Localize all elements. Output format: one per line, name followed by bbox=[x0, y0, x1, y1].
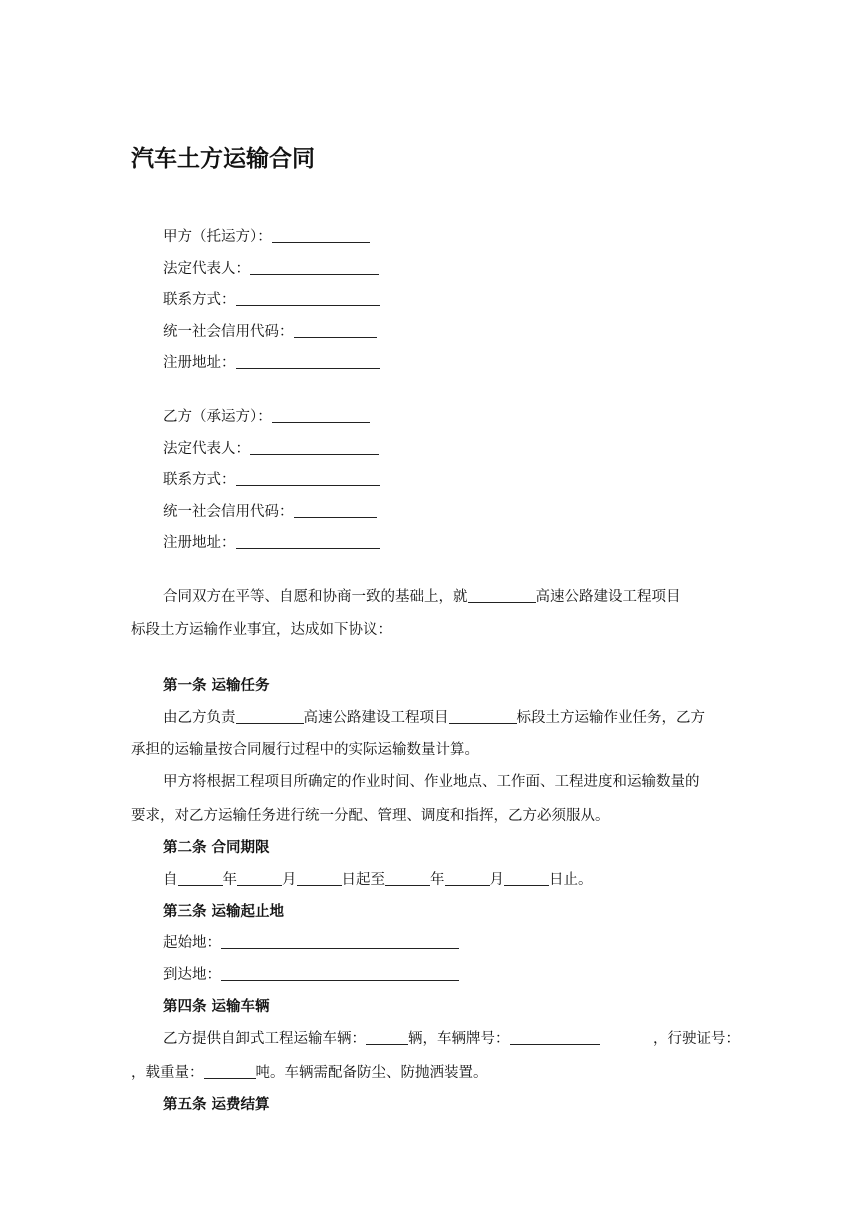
month-label-2: 月 bbox=[489, 872, 504, 888]
party-b-address-label: 注册地址： bbox=[163, 535, 236, 551]
party-a-address-row bbox=[163, 353, 380, 373]
article-1-text: 由乙方负责 高速公路建设工程项目 标段土方运输作业任务，乙方 bbox=[163, 710, 705, 726]
load-label: ，载重量： bbox=[131, 1065, 204, 1081]
party-a-credit-blank[interactable] bbox=[294, 322, 377, 338]
party-b-name-blank[interactable] bbox=[272, 407, 370, 423]
party-b-credit-label: 统一社会信用代码： bbox=[163, 504, 294, 520]
load-capacity-blank[interactable] bbox=[204, 1063, 256, 1079]
document-title: 汽车土方运输合同 bbox=[131, 146, 315, 172]
article-2-heading: 第二条 合同期限 bbox=[163, 839, 270, 856]
article-2-period-row bbox=[163, 870, 593, 890]
party-a-address-blank[interactable] bbox=[236, 353, 380, 369]
end-day-blank[interactable] bbox=[504, 870, 549, 886]
article-1-para-2-line-1: 甲方将根据工程项目所确定的作业时间、作业地点、工作面、工程进度和运输数量的 bbox=[163, 774, 700, 790]
party-a-rep-row bbox=[163, 259, 379, 279]
party-b-credit-blank[interactable] bbox=[294, 502, 377, 518]
party-b-address-row bbox=[163, 533, 380, 553]
article-1-line-1 bbox=[163, 708, 740, 728]
article-5-heading: 第五条 运费结算 bbox=[163, 1096, 270, 1113]
preamble-line-1 bbox=[163, 587, 681, 607]
party-a-contact-row bbox=[163, 290, 380, 310]
article-4-line-2 bbox=[131, 1063, 488, 1083]
party-a-contact-label: 联系方式： bbox=[163, 292, 236, 308]
party-a-address-label: 注册地址： bbox=[163, 355, 236, 371]
article-1-line-2: 承担的运输量按合同履行过程中的实际运输数量计算。 bbox=[131, 742, 479, 758]
party-b-contact-blank[interactable] bbox=[236, 470, 380, 486]
preamble-line-2: 标段土方运输作业事宜，达成如下协议： bbox=[131, 622, 392, 638]
preamble-text-end: 高速公路建设工程项目 bbox=[535, 589, 681, 605]
article-4-heading: 第四条 运输车辆 bbox=[163, 998, 270, 1015]
start-month-blank[interactable] bbox=[237, 870, 282, 886]
origin-blank[interactable] bbox=[221, 933, 459, 949]
preamble-text-start: 合同双方在平等、自愿和协商一致的基础上，就 bbox=[163, 589, 468, 605]
party-b-heading-row bbox=[163, 407, 370, 427]
party-b-rep-row bbox=[163, 439, 379, 459]
day-to-label: 日止。 bbox=[549, 872, 593, 888]
party-a-contact-blank[interactable] bbox=[236, 290, 380, 306]
party-a-heading: 甲方（托运方）： bbox=[163, 229, 272, 245]
year-label: 年 bbox=[222, 872, 237, 888]
month-label: 月 bbox=[282, 872, 297, 888]
license-label: ，行驶证号： bbox=[653, 1031, 740, 1047]
destination-label: 到达地： bbox=[163, 967, 221, 983]
party-b-contact-row bbox=[163, 470, 380, 490]
party-a-name-blank[interactable] bbox=[272, 227, 370, 243]
party-a-rep-label: 法定代表人： bbox=[163, 261, 250, 277]
destination-row bbox=[163, 965, 459, 985]
start-year-blank[interactable] bbox=[178, 870, 223, 886]
article-4-line-1 bbox=[163, 1029, 740, 1049]
origin-label: 起始地： bbox=[163, 935, 221, 951]
plate-number-blank[interactable] bbox=[510, 1029, 600, 1045]
party-b-heading: 乙方（承运方）： bbox=[163, 409, 272, 425]
party-a-rep-blank[interactable] bbox=[250, 259, 379, 275]
article-3-heading: 第三条 运输起止地 bbox=[163, 903, 285, 920]
end-year-blank[interactable] bbox=[385, 870, 430, 886]
start-day-blank[interactable] bbox=[297, 870, 342, 886]
article-1-heading: 第一条 运输任务 bbox=[163, 677, 270, 694]
party-a-credit-label: 统一社会信用代码： bbox=[163, 324, 294, 340]
party-b-rep-label: 法定代表人： bbox=[163, 441, 250, 457]
year-label-2: 年 bbox=[430, 872, 445, 888]
origin-row bbox=[163, 933, 459, 953]
party-b-credit-row bbox=[163, 502, 377, 522]
party-a-credit-row bbox=[163, 322, 377, 342]
party-b-address-blank[interactable] bbox=[236, 533, 380, 549]
article-2-from-label: 自 bbox=[163, 872, 178, 888]
article-4-text: 乙方提供自卸式工程运输车辆： 辆，车辆牌号： bbox=[163, 1029, 600, 1049]
day-from-label: 日起至 bbox=[341, 872, 385, 888]
preamble-project-blank[interactable] bbox=[468, 587, 536, 603]
party-a-heading-row bbox=[163, 227, 370, 247]
end-month-blank[interactable] bbox=[445, 870, 490, 886]
vehicle-count-blank[interactable] bbox=[366, 1029, 408, 1045]
party-b-rep-blank[interactable] bbox=[250, 439, 379, 455]
load-unit-text: 吨。车辆需配备防尘、防抛洒装置。 bbox=[255, 1065, 488, 1081]
article-1-para-2-line-2: 要求，对乙方运输任务进行统一分配、管理、调度和指挥，乙方必须服从。 bbox=[131, 808, 610, 824]
destination-blank[interactable] bbox=[221, 965, 459, 981]
article-1-section-blank[interactable] bbox=[449, 708, 517, 724]
party-b-contact-label: 联系方式： bbox=[163, 472, 236, 488]
article-1-project-blank[interactable] bbox=[236, 708, 304, 724]
